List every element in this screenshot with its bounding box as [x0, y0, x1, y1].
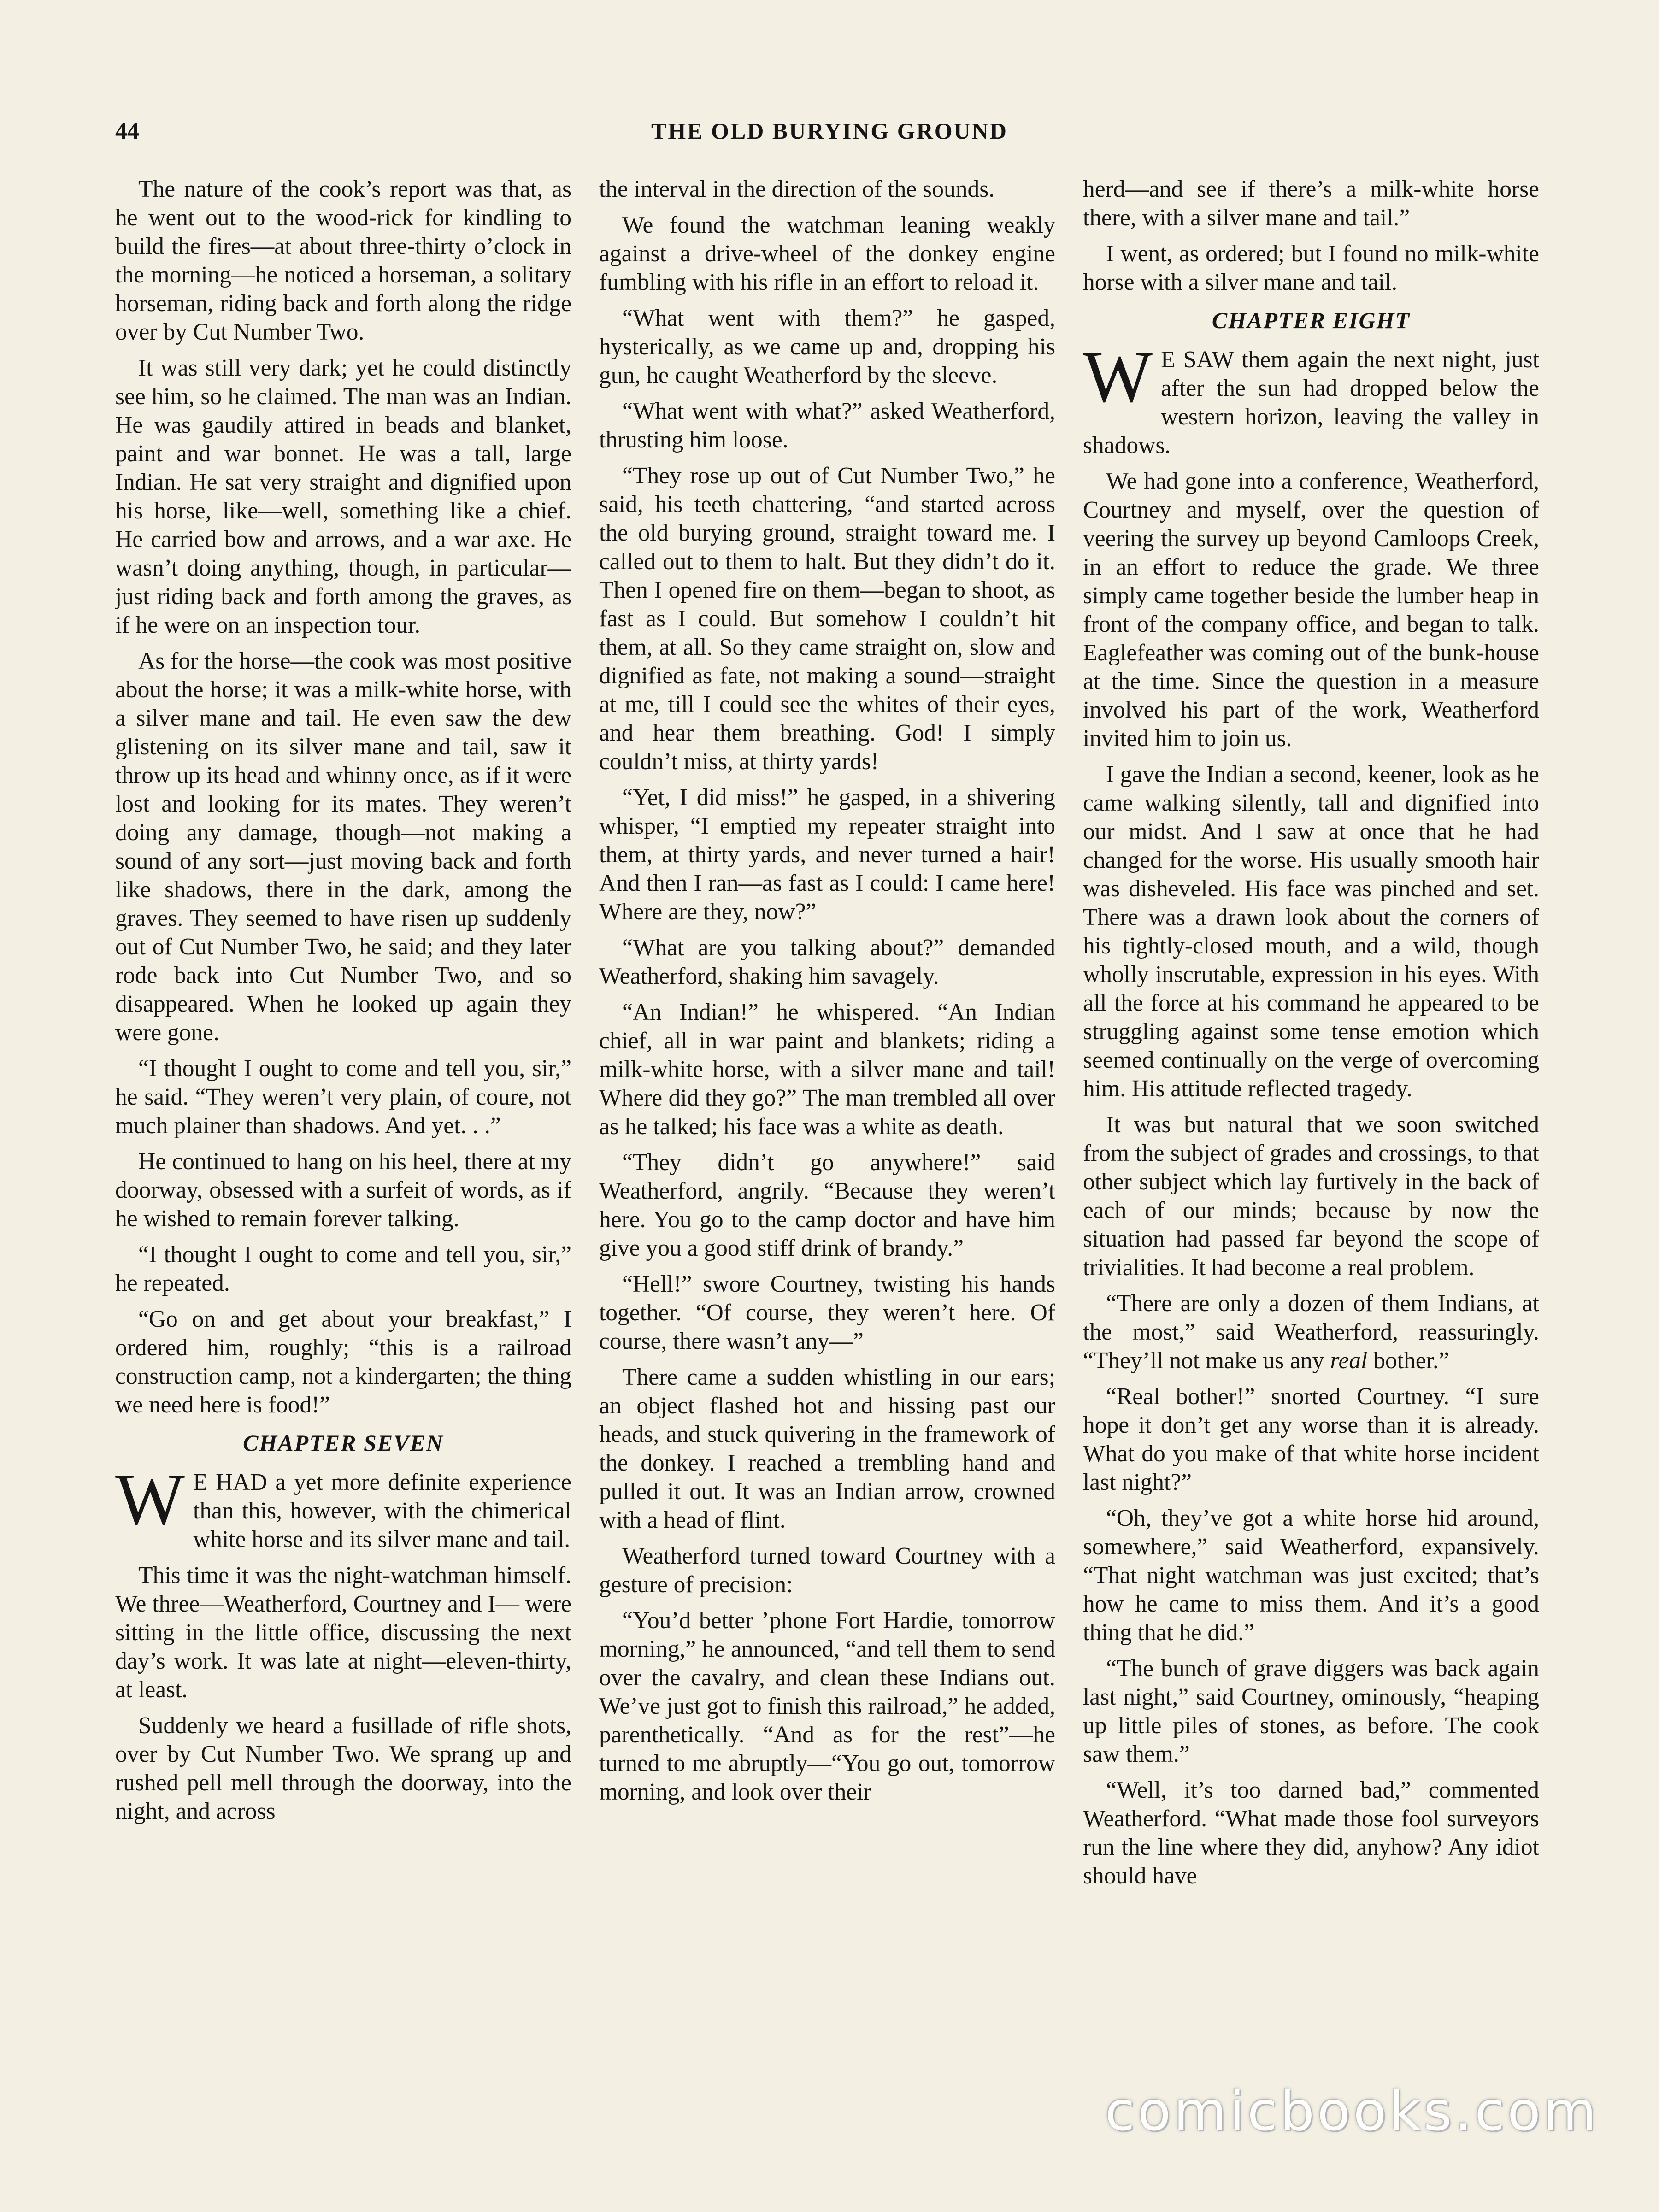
paragraph: “I thought I ought to come and tell you, sir,” he said. “They weren’t very plain, of coure, not much plainer than shadows. And yet. . .” — [115, 1055, 571, 1139]
running-title: THE OLD BURYING GROUND — [651, 118, 1008, 144]
paragraph: We found the watchman leaning weakly against a drive-wheel of the donkey engine fumbling with his rifle in an effort to reload it. — [599, 212, 1055, 295]
paragraph: It was still very dark; yet he could distinctly see him, so he claimed. The man was an Indian. He was gaudily attired in beads and blanket, paint and war bonnet. He was a tall, large Indian. He sat very straight and dignified upon his horse, like—well, something like a chief. He carried bow and arrows, and a war axe. He wasn’t doing anything, though, in particular—just riding back and forth among the graves, as if he were on an inspection tour. — [115, 355, 571, 638]
paragraph: We had gone into a conference, Weatherford, Courtney and myself, over the question of veering the survey up beyond Camloops Creek, in an effort to reduce the grade. We three simply came together beside the lumber heap in front of the company office, and began to talk. Eaglefeather was coming out of the bunk-house at the time. Since the question in a measure involved his part of the work, Weatherford invited him to join us. — [1083, 468, 1539, 752]
column-1 — [115, 175, 571, 2097]
paragraph: Suddenly we heard a fusillade of rifle shots, over by Cut Number Two. We sprang up and rushed pell mell through the doorway, into the night, and across — [115, 1712, 571, 1824]
paragraph: “What went with what?” asked Weatherford, thrusting him loose. — [599, 398, 1055, 453]
drop-cap: W — [1083, 335, 1153, 418]
paragraph: There came a sudden whistling in our ears; an object flashed hot and hissing past our heads, and stuck quivering in the framework of the donkey. I reached a trembling hand and pulled it out. It was an Indian arrow, crowned with a head of flint. — [599, 1364, 1055, 1533]
emphasis-text: real — [1330, 1347, 1368, 1374]
paragraph: “Well, it’s too darned bad,” commented Weatherford. “What made those fool surveyors run the line where they did, anyhow? Any idiot should have — [1083, 1777, 1539, 1889]
paragraph-text: bother.” — [1367, 1347, 1449, 1374]
paragraph-continued: the interval in the direction of the sounds. — [599, 176, 995, 202]
paragraph: “Real bother!” snorted Courtney. “I sure hope it don’t get any worse than it is already. What do you make of that white horse incident last night?” — [1083, 1383, 1539, 1495]
paragraph: I gave the Indian a second, keener, look as he came walking silently, tall and dignified into our midst. And I saw at once that he had changed for the worse. His usually smooth hair was disheveled. His face was pinched and set. There was a drawn look about the corners of his tightly-closed mouth, and a wild, though wholly inscrutable, expression in his eyes. With all the force at his command he appeared to be struggling against some tense emotion which seemed continually on the verge of overcoming him. His attitude reflected tragedy. — [1083, 761, 1539, 1102]
page-header — [0, 118, 1659, 150]
paragraph: “They rose up out of Cut Number Two,” he said, his teeth chattering, “and started across the old burying ground, straight toward me. I called out to them to halt. But they didn’t do it. Then I opened fire on them—began to shoot, as fast as I could. But somehow I couldn’t hit them, at all. So they came straight on, slow and dignified as fate, not making a sound—straight at me, till I could see the whites of their eyes, and hear them breathing. God! I simply couldn’t miss, at thirty yards! — [599, 463, 1055, 775]
paragraph: “Go on and get about your breakfast,” I ordered him, roughly; “this is a railroad construction camp, not a kindergarten; the thing we need here is food!” — [115, 1306, 571, 1418]
paragraph-dropcap — [1083, 335, 1539, 460]
site-watermark: comicbooks.com — [1105, 2079, 1599, 2143]
column-3 — [1083, 175, 1539, 2097]
page-number: 44 — [115, 118, 139, 144]
paragraph: He continued to hang on his heel, there at my doorway, obsessed with a surfeit of words, as if he wished to remain forever talking. — [115, 1148, 571, 1232]
chapter-eight-heading: CHAPTER EIGHT — [1212, 307, 1411, 333]
chapter-seven-heading: CHAPTER SEVEN — [243, 1430, 444, 1456]
paragraph: The nature of the cook’s report was that, as he went out to the wood-rick for kindling to build the fires—at about three-thirty o’clock in the morning—he noticed a horseman, a solitary horseman, riding back and forth along the ridge over by Cut Number Two. — [115, 176, 571, 345]
paragraph: “The bunch of grave diggers was back again last night,” said Courtney, ominously, “heaping up little piles of stones, as before. The cook saw them.” — [1083, 1655, 1539, 1767]
paragraph: “What went with them?” he gasped, hysterically, as we came up and, dropping his gun, he caught Weatherford by the sleeve. — [599, 305, 1055, 388]
text-columns — [115, 175, 1539, 2097]
column-2 — [599, 175, 1055, 2097]
paragraph: “Yet, I did miss!” he gasped, in a shivering whisper, “I emptied my repeater straight into them, at thirty yards, and never turned a hair! And then I ran—as fast as I could: I came here! Where are they, now?” — [599, 784, 1055, 925]
paragraph-dropcap — [115, 1458, 571, 1554]
paragraph: “You’d better ’phone Fort Hardie, tomorrow morning,” he announced, “and tell them to send over the cavalry, and clean these Indians out. We’ve just got to finish this railroad,” he added, parenthetically. “And as for the rest”—he turned to me abruptly—“You go out, tomorrow morning, and look over their — [599, 1607, 1055, 1805]
paragraph: Weatherford turned toward Courtney with a gesture of precision: — [599, 1543, 1055, 1598]
paragraph-continued: herd—and see if there’s a milk-white horse there, with a silver mane and tail.” — [1083, 176, 1539, 231]
paragraph: As for the horse—the cook was most positive about the horse; it was a milk-white horse, with a silver mane and tail. He even saw the dew glistening on its silver mane and tail, saw it throw up its head and whinny once, as if it were lost and looking for its mates. They weren’t doing any damage, though—not making a sound of any sort—just moving back and forth like shadows, there in the dark, among the graves. They seemed to have risen up suddenly out of Cut Number Two, he said; and they later rode back into Cut Number Two, and so disappeared. When he looked up again they were gone. — [115, 648, 571, 1046]
paragraph-text: E SAW them again the next night, just after the sun had dropped below the western horizon, leaving the valley in shadows. — [1083, 347, 1539, 459]
paragraph: It was but natural that we soon switched from the subject of grades and crossings, to that other subject which lay furtively in the back of each of our minds; because by now the situation had passed far beyond the scope of trivialities. It had become a real problem. — [1083, 1112, 1539, 1281]
paragraph: I went, as ordered; but I found no milk-white horse with a silver mane and tail. — [1083, 241, 1539, 295]
drop-cap: W — [115, 1458, 185, 1540]
paragraph: “Hell!” swore Courtney, twisting his hands together. “Of course, they weren’t here. Of course, there wasn’t any—” — [599, 1271, 1055, 1354]
paragraph: This time it was the night-watchman himself. We three—Weatherford, Courtney and I— were sitting in the little office, discussing the next day’s work. It was late at night—eleven-thirty, at least. — [115, 1562, 571, 1703]
paragraph: “An Indian!” he whispered. “An Indian chief, all in war paint and blankets; riding a milk-white horse, with a silver mane and tail! Where did they go?” The man trembled all over as he talked; his face was a white as death. — [599, 999, 1055, 1140]
paragraph-text: E HAD a yet more definite experience than this, however, with the chimerical white horse and its silver mane and tail. — [193, 1469, 571, 1553]
paragraph: “Oh, they’ve got a white horse hid around, somewhere,” said Weatherford, expansively. “That night watchman was just excited; that’s how he came to miss them. And it’s a good thing that he did.” — [1083, 1505, 1539, 1646]
paragraph: “They didn’t go anywhere!” said Weatherford, angrily. “Because they weren’t here. You go to the camp doctor and have him give you a good stiff drink of brandy.” — [599, 1149, 1055, 1261]
paragraph-text: “There are only a dozen of them Indians, at the most,” said Weatherford, reassuringly. “They’ll not make us any — [1083, 1290, 1539, 1374]
paragraph — [1083, 1289, 1539, 1375]
paragraph: “I thought I ought to come and tell you, sir,” he repeated. — [115, 1241, 571, 1296]
paragraph: “What are you talking about?” demanded Weatherford, shaking him savagely. — [599, 935, 1055, 989]
